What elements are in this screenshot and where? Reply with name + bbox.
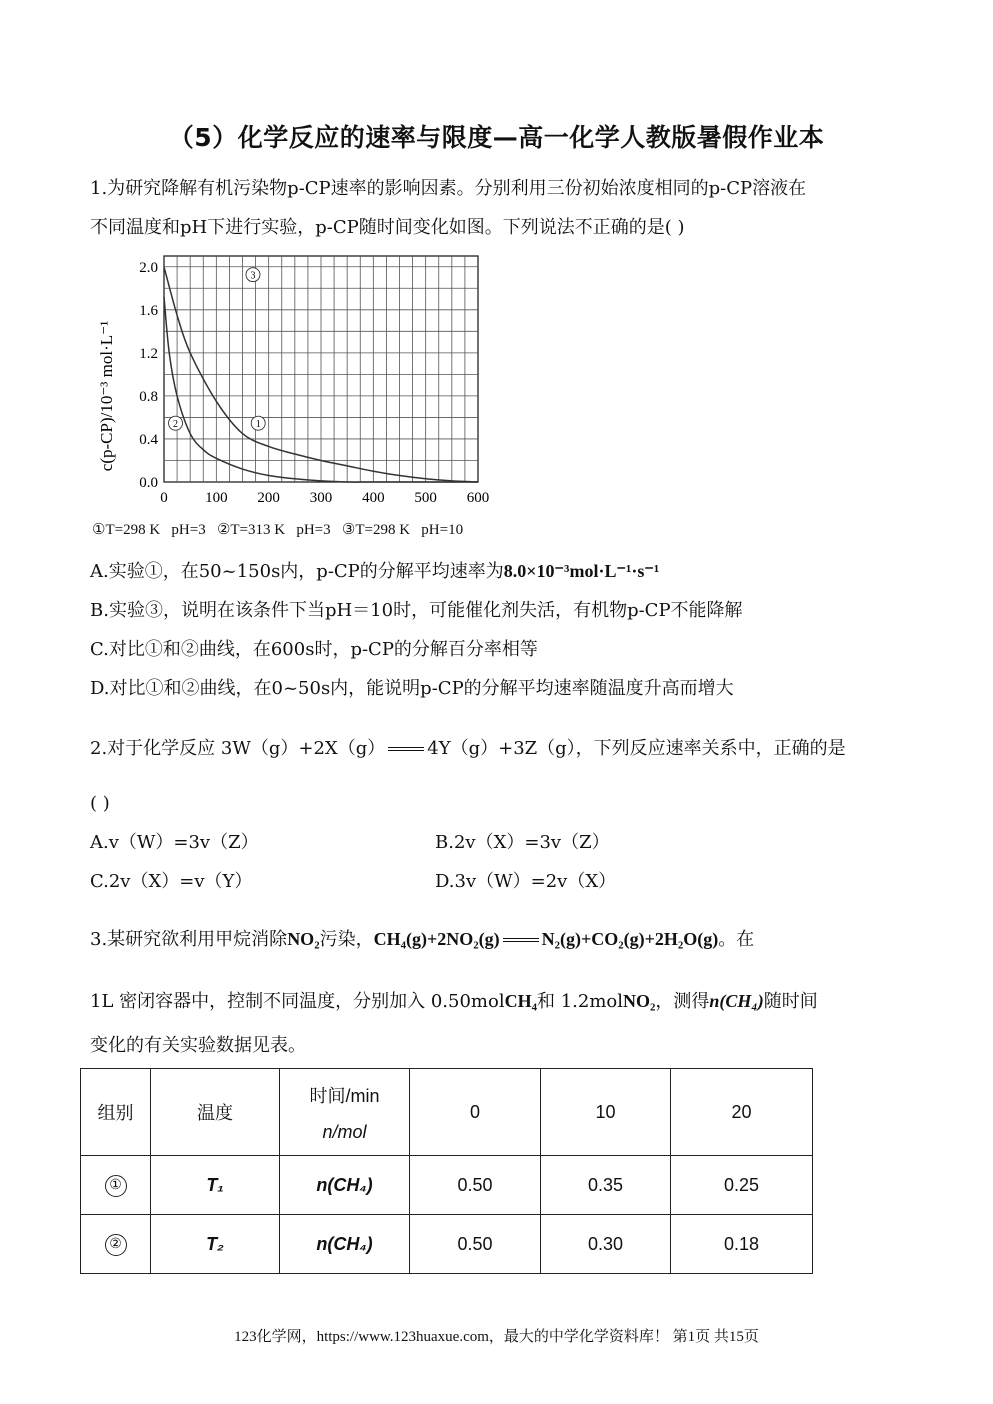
x-tick-label: 600 [466,490,490,506]
q2-bracket: ( ) [90,793,110,814]
page-title: （5）化学反应的速率与限度—高一化学人教版暑假作业本 [168,123,825,152]
q1-stem-line2: 不同温度和pH下进行实验，p-CP随时间变化如图。下列说法不正确的是( ) [90,217,685,238]
x-tick-label: 0 [160,490,168,506]
q2-stem-a: 2.对于化学反应 3W（g）+2X（g） [90,738,386,759]
q1-option-d: D.对比①和②曲线，在0~50s内，能说明p-CP的分解平均速率随温度升高而增大 [90,678,734,699]
q2-option-b: B.2v（X）=3v（Z） [435,832,610,853]
header-mol: n/mol [322,1121,367,1142]
y-tick-label: 0.0 [139,475,158,491]
q2-stem-b: 4Y（g）+3Z（g），下列反应速率关系中，正确的是 [427,738,846,759]
row1-group-cell [81,1156,151,1215]
header-t0: 0 [410,1069,541,1156]
q3-line1-b: 污染， [319,929,374,950]
row1-v20: 0.25 [671,1156,813,1215]
q3-line2-a: 1L 密闭容器中，控制不同温度，分别加入 0.50mol [90,991,505,1012]
q3-data-table [80,1068,813,1274]
q1-chart [88,246,508,546]
equilibrium-sign-icon [388,747,424,751]
header-temperature: 温度 [151,1069,280,1156]
q1-stem-line1: 1.为研究降解有机污染物p-CP速率的影响因素。分别利用三份初始浓度相同的p-CP溶液在 [90,178,807,199]
row1-v0: 0.50 [410,1156,541,1215]
row2-group-cell [81,1215,151,1274]
row2-group: ② [105,1234,127,1256]
y-tick-label: 0.4 [139,431,158,448]
page-footer: 123化学网，https://www.123huaxue.com，最大的中学化学资料库！ 第1页 共15页 [234,1329,759,1345]
q3-line1-no2: NO₂ [287,929,320,949]
y-tick-label: 2.0 [139,259,158,276]
series-label-1: 1 [255,419,261,431]
table-row [81,1215,813,1274]
q2-option-d: D.3v（W）=2v（X） [435,871,617,892]
q3-equation-right: N₂(g)+CO₂(g)+2H₂O(g) [541,929,719,949]
row2-v0: 0.50 [410,1215,541,1274]
q3-line2-b: 和 1.2mol [537,991,624,1012]
header-time: 时间/min [309,1085,380,1106]
chart-ylabel: c(p-CP)/10⁻³ mol·L⁻¹ [97,320,116,472]
q3-line2-d: 随时间 [763,991,818,1012]
q3-line1-c: 。在 [718,929,755,950]
q3-line1 [90,925,754,951]
x-tick-label: 400 [362,490,385,506]
q1-option-b: B.实验③，说明在该条件下当pH＝10时，可能催化剂失活，有机物p-CP不能降解 [90,600,743,621]
y-tick-label: 1.2 [139,345,158,362]
row2-v20: 0.18 [671,1215,813,1274]
q1-option-a-value: 8.0×10⁻³mol·L⁻¹·s⁻¹ [503,561,660,581]
q2-option-a: A.v（W）=3v（Z） [90,832,259,853]
table-row [81,1156,813,1215]
y-tick-label: 1.6 [139,302,158,319]
q3-line2-ch4: CH₄ [504,991,537,1011]
y-tick-label: 0.8 [139,388,158,405]
q1-option-c: C.对比①和②曲线，在600s时，p-CP的分解百分率相等 [90,639,538,660]
row2-v10: 0.30 [541,1215,671,1274]
header-group: 组别 [81,1069,151,1156]
q3-equation-left: CH₄(g)+2NO₂(g) [373,929,500,949]
header-t10: 10 [541,1069,671,1156]
header-time-amount [280,1069,410,1156]
q3-line2-no2: NO₂ [623,991,656,1011]
chart-legend: ①T=298 K pH=3 ②T=313 K pH=3 ③T=298 K pH=10 [92,522,464,538]
q3-line2 [90,987,818,1013]
row1-quantity: n(CH₄) [280,1156,410,1215]
header-t20: 20 [671,1069,813,1156]
q2-option-c: C.2v（X）=v（Y） [90,871,253,892]
series-label-2: 2 [173,419,179,431]
row1-group: ① [105,1175,127,1197]
table-header-row [81,1069,813,1156]
equals-sign-icon [503,938,539,942]
q3-line3: 变化的有关实验数据见表。 [90,1035,306,1056]
q3-line1-a: 3.某研究欲利用甲烷消除 [90,929,288,950]
q3-line2-n: n(CH₄) [709,991,764,1011]
q1-option-a-text: A.实验①，在50~150s内，p-CP的分解平均速率为 [90,561,504,582]
x-tick-label: 100 [205,490,228,506]
q2-stem [90,734,846,760]
x-tick-label: 200 [257,490,280,506]
series-label-3: 3 [250,270,256,282]
row2-temp: T₂ [151,1215,280,1274]
row2-quantity: n(CH₄) [280,1215,410,1274]
x-tick-label: 300 [309,490,333,506]
x-tick-label: 500 [414,490,437,506]
q3-line2-c: ，测得 [655,991,710,1012]
row1-temp: T₁ [151,1156,280,1215]
q1-option-a [90,557,659,583]
row1-v10: 0.35 [541,1156,671,1215]
